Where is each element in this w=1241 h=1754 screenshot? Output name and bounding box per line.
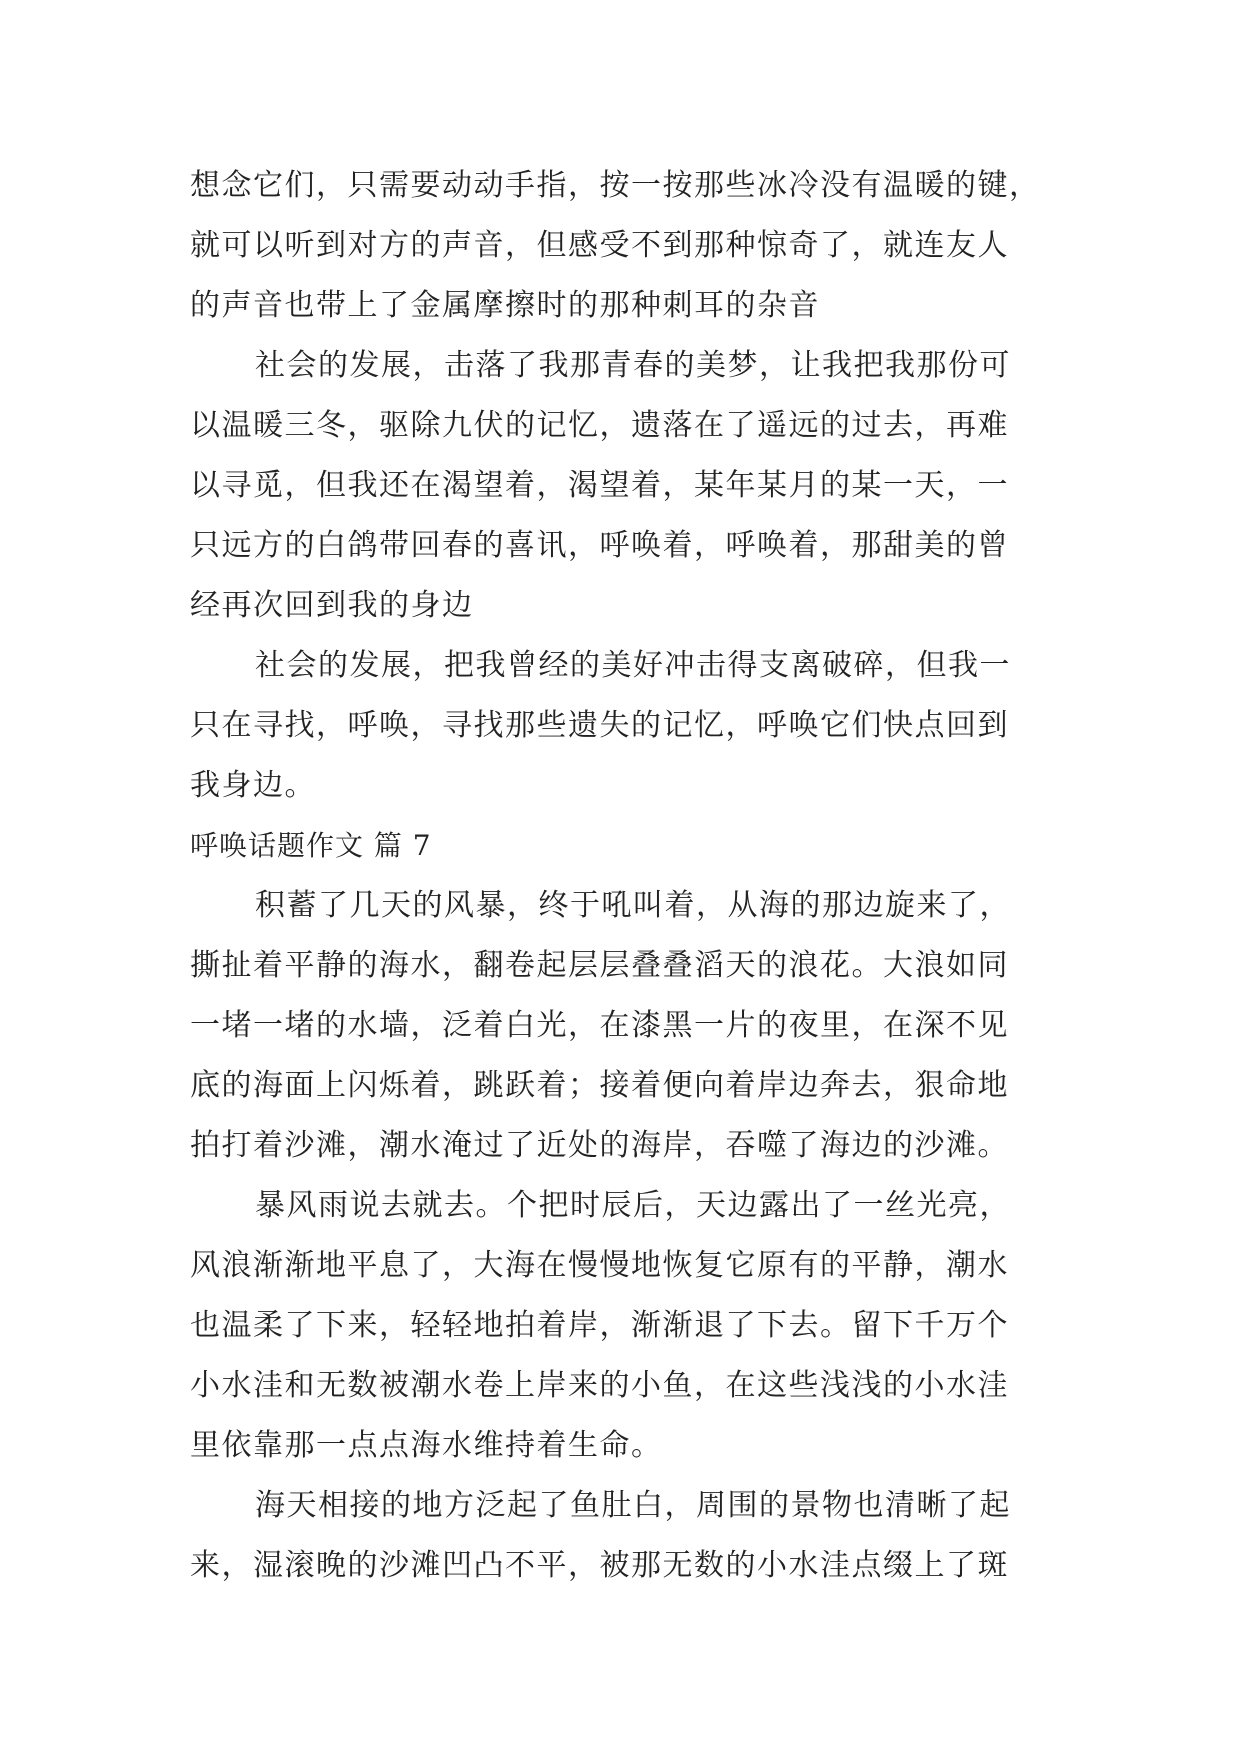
paragraph-line: 社会的发展，击落了我那青春的美梦，让我把我那份可	[255, 348, 1011, 383]
paragraph-line: 社会的发展，把我曾经的美好冲击得支离破碎，但我一	[255, 648, 1011, 683]
paragraph-line: 底的海面上闪烁着，跳跃着；接着便向着岸边奔去，狠命地	[190, 1068, 1009, 1103]
paragraph-line: 以寻觅，但我还在渴望着，渴望着，某年某月的某一天，一	[190, 468, 1009, 503]
paragraph-line: 就可以听到对方的声音，但感受不到那种惊奇了，就连友人	[190, 228, 1009, 263]
paragraph	[190, 336, 1070, 636]
paragraph-line: 的声音也带上了金属摩擦时的那种刺耳的杂音	[190, 288, 820, 323]
paragraph	[190, 876, 1070, 1176]
paragraph-line: 暴风雨说去就去。个把时辰后，天边露出了一丝光亮，	[255, 1188, 1011, 1223]
paragraph-line: 撕扯着平静的海水，翻卷起层层叠叠滔天的浪花。大浪如同	[190, 948, 1009, 983]
paragraph-line: 小水洼和无数被潮水卷上岸来的小鱼，在这些浅浅的小水洼	[190, 1368, 1009, 1403]
paragraph-line: 想念它们，只需要动动手指，按一按那些冰冷没有温暖的键，	[190, 168, 1041, 203]
paragraph-line: 风浪渐渐地平息了，大海在慢慢地恢复它原有的平静，潮水	[190, 1248, 1009, 1283]
paragraph-line: 经再次回到我的身边	[190, 588, 474, 623]
paragraph-line: 海天相接的地方泛起了鱼肚白，周围的景物也清晰了起	[255, 1488, 1011, 1523]
paragraph-line: 里依靠那一点点海水维持着生命。	[190, 1428, 663, 1463]
paragraph-line: 一堵一堵的水墙，泛着白光，在漆黑一片的夜里，在深不见	[190, 1008, 1009, 1043]
document-body	[190, 156, 1070, 1596]
paragraph-line: 只在寻找，呼唤，寻找那些遗失的记忆，呼唤它们快点回到	[190, 708, 1009, 743]
paragraph-line: 以温暖三冬，驱除九伏的记忆，遗落在了遥远的过去，再难	[190, 408, 1009, 443]
section-heading: 呼唤话题作文 篇 7	[190, 829, 432, 862]
paragraph-line: 只远方的白鸽带回春的喜讯，呼唤着，呼唤着，那甜美的曾	[190, 528, 1009, 563]
paragraph-line: 也温柔了下来，轻轻地拍着岸，渐渐退了下去。留下千万个	[190, 1308, 1009, 1343]
paragraph-line: 积蓄了几天的风暴，终于吼叫着，从海的那边旋来了，	[255, 888, 1011, 923]
paragraph-line: 我身边。	[190, 768, 316, 803]
paragraph	[190, 636, 1070, 816]
paragraph-line: 拍打着沙滩，潮水淹过了近处的海岸，吞噬了海边的沙滩。	[190, 1128, 1009, 1163]
paragraph	[190, 1476, 1070, 1596]
paragraph	[190, 1176, 1070, 1476]
paragraph	[190, 156, 1070, 336]
paragraph-line: 来，湿滚晚的沙滩凹凸不平，被那无数的小水洼点缀上了斑	[190, 1548, 1009, 1583]
